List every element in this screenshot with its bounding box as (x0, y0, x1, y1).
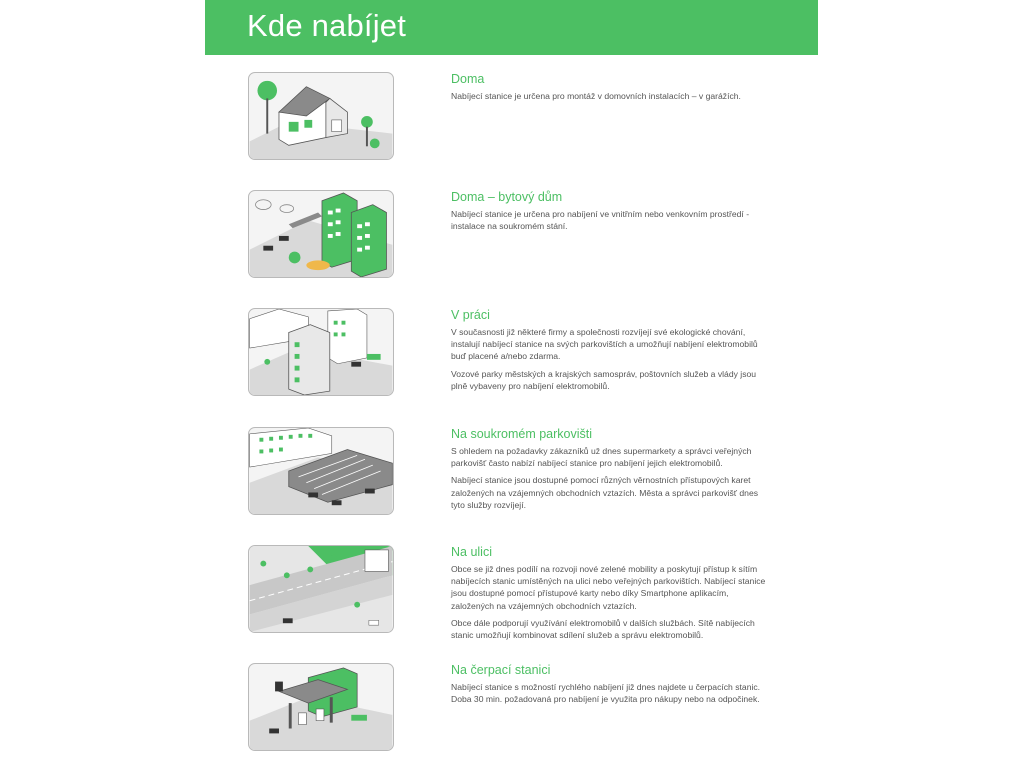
house-illustration-icon (248, 72, 394, 160)
page-title: Kde nabíjet (247, 8, 407, 43)
section-title: Na ulici (451, 545, 492, 559)
section-paragraph: Nabíjecí stanice jsou dostupné pomocí různých věrnostních přístupových karet založených na vzájemných obchodních vztazích. Města a správci parkovišť dnes tyto služby rozvíjejí. (451, 475, 759, 510)
section-paragraph: Vozové parky městských a krajských samospráv, poštovních služeb a vlády jsou plně vybaveny pro nabíjení elektromobilů. (451, 368, 757, 391)
apartment-building-illustration-icon (248, 190, 394, 278)
street-illustration-icon (248, 545, 394, 633)
section-paragraph: Nabíjecí stanice je určena pro nabíjení ve vnitřním nebo venkovním prostředí - instalace na soukromém stání. (451, 209, 750, 232)
section-paragraph: Obce dále podporují využívání elektromobilů v dalších službách. Sítě nabíjecích stanic umožňují kombinovat sdílení služeb a správu elektromobilů. (451, 617, 755, 641)
office-building-illustration-icon (248, 308, 394, 396)
page (205, 0, 818, 768)
section-paragraph: Nabíjecí stanice je určena pro montáž v domovních instalacích – v garážích. (451, 91, 741, 101)
section-title: Doma – bytový dům (451, 190, 563, 204)
section-paragraph: Nabíjecí stanice s možností rychlého nabíjení již dnes najdete u čerpacích stanic. Doba 30 min. požadovaná pro nabíjení je využita pro nákupy nebo na odpočinek. (451, 682, 761, 705)
section-title: Na čerpací stanici (451, 663, 551, 677)
section-title: Na soukromém parkovišti (451, 427, 593, 441)
header-banner (205, 0, 818, 55)
gas-station-illustration-icon (248, 663, 394, 751)
section-title: V práci (451, 308, 490, 322)
section-paragraph: Obce se již dnes podílí na rozvoji nové zelené mobility a poskytují přístup k sítím nabíjecích stanic umístěných na ulici nebo veřejných parkovištích. Nabíjecí stanice jsou dostupné pomocí přístupové karty nebo díky Smartphone aplikacím, založených na vzájemných obchodních vztazích. (451, 564, 766, 611)
parking-lot-illustration-icon (248, 427, 394, 515)
section-paragraph: V současnosti již některé firmy a společnosti rozvíjejí své ekologické chování, instalují nabíjecí stanice na svých parkovištích a umožňují nabíjení elektromobilů buď placené a/nebo zdarma. (451, 327, 758, 362)
section-title: Doma (451, 72, 485, 86)
section-paragraph: S ohledem na požadavky zákazníků už dnes supermarkety a správci veřejných parkovišť často nabízí nabíjecí stanice pro nabíjení jejich elektromobilů. (451, 446, 752, 469)
